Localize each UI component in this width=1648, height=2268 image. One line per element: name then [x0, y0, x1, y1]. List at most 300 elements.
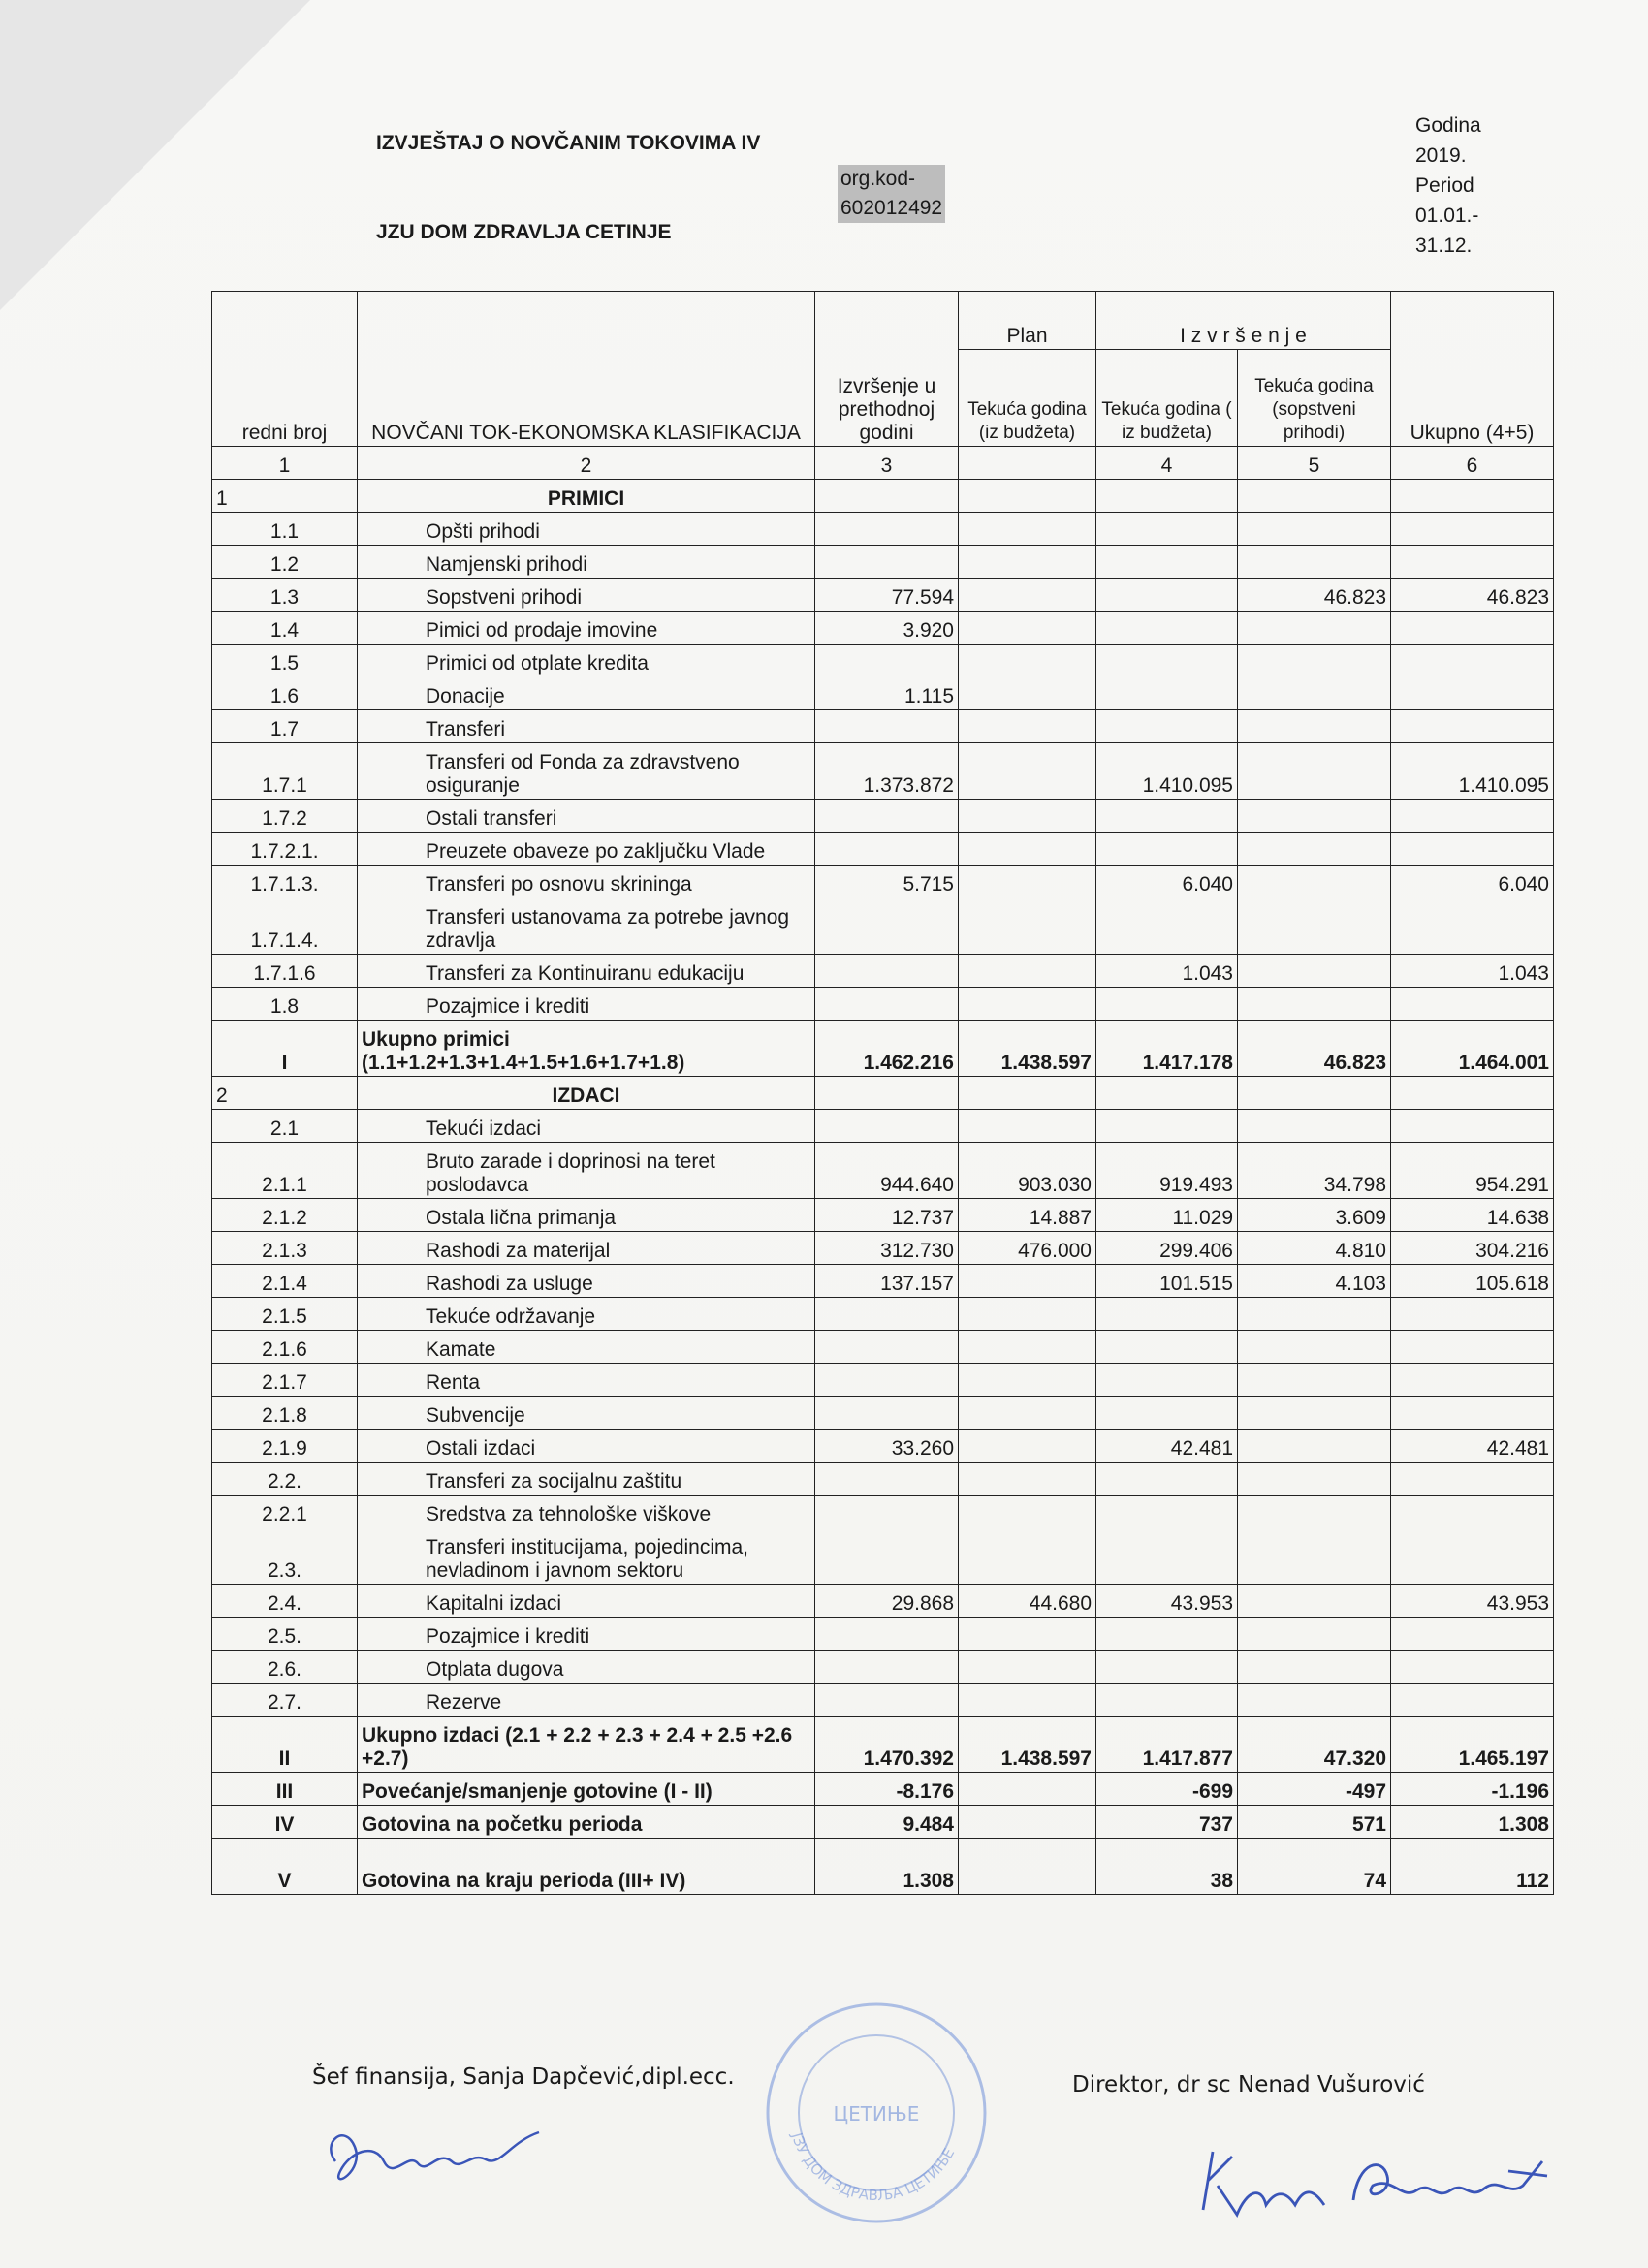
total-value: 46.823: [1391, 579, 1554, 612]
total-value: -1.196: [1391, 1773, 1554, 1806]
execution-own-value: [1238, 645, 1391, 677]
row-number: I: [212, 1021, 358, 1077]
prev-year-value: [815, 513, 959, 546]
execution-own-value: 4.810: [1238, 1232, 1391, 1265]
total-value: 304.216: [1391, 1232, 1554, 1265]
col-header-izvrsenje: I z v r š e n j e: [1096, 292, 1391, 350]
plan-value: [959, 1463, 1096, 1496]
execution-budget-value: [1096, 579, 1238, 612]
row-number: 2.1.4: [212, 1265, 358, 1298]
table-row: [212, 800, 1554, 833]
row-number: IV: [212, 1806, 358, 1839]
finance-signature: [316, 2103, 558, 2210]
empty-cell: [815, 1077, 959, 1110]
table-row: [212, 1585, 1554, 1618]
col-number: 5: [1238, 447, 1391, 480]
execution-own-value: [1238, 833, 1391, 866]
plan-value: [959, 800, 1096, 833]
prev-year-value: [815, 1397, 959, 1430]
col-number: [959, 447, 1096, 480]
row-label: Gotovina na početku perioda: [358, 1806, 815, 1839]
execution-own-value: [1238, 800, 1391, 833]
total-value: [1391, 677, 1554, 710]
table-row: [212, 546, 1554, 579]
total-value: 1.410.095: [1391, 743, 1554, 800]
execution-own-value: 46.823: [1238, 1021, 1391, 1077]
table-row: [212, 1430, 1554, 1463]
section-label: PRIMICI: [358, 480, 815, 513]
plan-value: [959, 612, 1096, 645]
table-row: [212, 513, 1554, 546]
execution-budget-value: 299.406: [1096, 1232, 1238, 1265]
execution-budget-value: [1096, 513, 1238, 546]
prev-year-value: [815, 898, 959, 955]
col-header-prethodna: Izvršenje u prethodnoj godini: [815, 292, 959, 447]
total-value: [1391, 1651, 1554, 1684]
execution-budget-value: 1.410.095: [1096, 743, 1238, 800]
table-row: [212, 1232, 1554, 1265]
table-row: [212, 1110, 1554, 1143]
empty-cell: [1391, 1077, 1554, 1110]
row-number: 1.7: [212, 710, 358, 743]
execution-budget-value: [1096, 710, 1238, 743]
row-number: V: [212, 1839, 358, 1895]
total-value: 954.291: [1391, 1143, 1554, 1199]
prev-year-value: 1.462.216: [815, 1021, 959, 1077]
row-label: Sredstva za tehnološke viškove: [358, 1496, 815, 1528]
execution-budget-value: 11.029: [1096, 1199, 1238, 1232]
row-number: 1.4: [212, 612, 358, 645]
row-label: Renta: [358, 1364, 815, 1397]
report-title: IZVJEŠTAJ O NOVČANIM TOKOVIMA IV: [376, 132, 761, 154]
execution-budget-value: [1096, 1496, 1238, 1528]
row-label: Kapitalni izdaci: [358, 1585, 815, 1618]
execution-own-value: -497: [1238, 1773, 1391, 1806]
prev-year-value: [815, 1496, 959, 1528]
summary-row: [212, 1839, 1554, 1895]
prev-year-value: [815, 1684, 959, 1717]
execution-own-value: 74: [1238, 1839, 1391, 1895]
total-value: 1.043: [1391, 955, 1554, 988]
prev-year-value: [815, 1298, 959, 1331]
prev-year-value: [815, 1331, 959, 1364]
prev-year-value: [815, 988, 959, 1021]
execution-budget-value: 101.515: [1096, 1265, 1238, 1298]
total-value: [1391, 898, 1554, 955]
plan-value: [959, 833, 1096, 866]
row-label: Ukupno izdaci (2.1 + 2.2 + 2.3 + 2.4 + 2.5 +2.6 +2.7): [358, 1717, 815, 1773]
row-label: Pozajmice i krediti: [358, 1618, 815, 1651]
table-row: [212, 645, 1554, 677]
row-label: Transferi od Fonda za zdravstveno osiguranje: [358, 743, 815, 800]
col-header-ukupno: Ukupno (4+5): [1391, 292, 1554, 447]
row-number: 2.1.1: [212, 1143, 358, 1199]
execution-own-value: 47.320: [1238, 1717, 1391, 1773]
table-row: [212, 1143, 1554, 1199]
execution-own-value: [1238, 1618, 1391, 1651]
execution-own-value: 3.609: [1238, 1199, 1391, 1232]
row-number: 2.1.5: [212, 1298, 358, 1331]
total-value: [1391, 1618, 1554, 1651]
row-number: 1.7.1.6: [212, 955, 358, 988]
plan-value: [959, 645, 1096, 677]
plan-value: [959, 1839, 1096, 1895]
execution-own-value: [1238, 513, 1391, 546]
plan-value: [959, 955, 1096, 988]
col-header-klasifikacija: NOVČANI TOK-EKONOMSKA KLASIFIKACIJA: [358, 292, 815, 447]
execution-budget-value: [1096, 546, 1238, 579]
execution-budget-value: [1096, 1684, 1238, 1717]
institution-name: JZU DOM ZDRAVLJA CETINJE: [376, 221, 672, 243]
execution-own-value: [1238, 1528, 1391, 1585]
execution-budget-value: [1096, 833, 1238, 866]
row-number: 1.7.2: [212, 800, 358, 833]
total-value: [1391, 833, 1554, 866]
plan-value: [959, 1430, 1096, 1463]
row-number: 2.1.8: [212, 1397, 358, 1430]
execution-budget-value: 1.417.178: [1096, 1021, 1238, 1077]
col-number: 4: [1096, 447, 1238, 480]
prev-year-value: 5.715: [815, 866, 959, 898]
table-row: [212, 955, 1554, 988]
total-value: [1391, 1496, 1554, 1528]
plan-value: 44.680: [959, 1585, 1096, 1618]
empty-cell: [1238, 480, 1391, 513]
plan-value: [959, 1331, 1096, 1364]
empty-cell: [959, 1077, 1096, 1110]
prev-year-value: 1.470.392: [815, 1717, 959, 1773]
prev-year-value: [815, 955, 959, 988]
col-header-plan: Plan: [959, 292, 1096, 350]
row-number: 2.6.: [212, 1651, 358, 1684]
bleed-through-text: [291, 194, 298, 224]
row-label: Pimici od prodaje imovine: [358, 612, 815, 645]
plan-value: [959, 1684, 1096, 1717]
row-number: 1.2: [212, 546, 358, 579]
year-value: 2019.: [1415, 144, 1467, 167]
row-number: 2.2.: [212, 1463, 358, 1496]
execution-own-value: [1238, 1364, 1391, 1397]
execution-own-value: [1238, 1585, 1391, 1618]
row-label: Rezerve: [358, 1684, 815, 1717]
plan-value: [959, 546, 1096, 579]
execution-own-value: [1238, 1684, 1391, 1717]
execution-own-value: [1238, 1110, 1391, 1143]
row-label: Gotovina na kraju perioda (III+ IV): [358, 1839, 815, 1895]
execution-budget-value: 737: [1096, 1806, 1238, 1839]
prev-year-value: 312.730: [815, 1232, 959, 1265]
org-code-label: org.kod-: [838, 165, 945, 194]
section-row: [212, 480, 1554, 513]
row-number: 2.2.1: [212, 1496, 358, 1528]
total-value: 1.464.001: [1391, 1021, 1554, 1077]
execution-own-value: 4.103: [1238, 1265, 1391, 1298]
row-number: 2.4.: [212, 1585, 358, 1618]
prev-year-value: [815, 710, 959, 743]
table-row: [212, 1397, 1554, 1430]
total-value: [1391, 612, 1554, 645]
prev-year-value: [815, 1110, 959, 1143]
col-header-redni-broj: redni broj: [212, 292, 358, 447]
execution-own-value: [1238, 1430, 1391, 1463]
year-label: Godina: [1415, 114, 1481, 137]
director-signatory: Direktor, dr sc Nenad Vušurović: [1072, 2072, 1425, 2097]
col-number: 1: [212, 447, 358, 480]
total-value: [1391, 1528, 1554, 1585]
table-row: [212, 1528, 1554, 1585]
section-number: 2: [212, 1077, 358, 1110]
execution-budget-value: 1.417.877: [1096, 1717, 1238, 1773]
cash-flow-table: [211, 291, 1554, 1895]
prev-year-value: 1.373.872: [815, 743, 959, 800]
plan-value: [959, 1496, 1096, 1528]
plan-value: [959, 1364, 1096, 1397]
row-label: Ukupno primici (1.1+1.2+1.3+1.4+1.5+1.6+1.7+1.8): [358, 1021, 815, 1077]
row-label: Otplata dugova: [358, 1651, 815, 1684]
plan-value: [959, 1397, 1096, 1430]
row-label: Namjenski prihodi: [358, 546, 815, 579]
execution-own-value: 571: [1238, 1806, 1391, 1839]
plan-value: [959, 710, 1096, 743]
table-row: [212, 677, 1554, 710]
prev-year-value: 944.640: [815, 1143, 959, 1199]
empty-cell: [1391, 480, 1554, 513]
total-row-izdaci: [212, 1717, 1554, 1773]
row-label: Opšti prihodi: [358, 513, 815, 546]
table-row: [212, 1298, 1554, 1331]
total-value: 42.481: [1391, 1430, 1554, 1463]
plan-value: 1.438.597: [959, 1021, 1096, 1077]
execution-budget-value: -699: [1096, 1773, 1238, 1806]
row-number: 1.7.1: [212, 743, 358, 800]
execution-budget-value: [1096, 1528, 1238, 1585]
row-label: Transferi za Kontinuiranu edukaciju: [358, 955, 815, 988]
prev-year-value: [815, 1651, 959, 1684]
total-value: [1391, 513, 1554, 546]
row-number: 1.7.1.4.: [212, 898, 358, 955]
empty-cell: [1096, 1077, 1238, 1110]
prev-year-value: -8.176: [815, 1773, 959, 1806]
table-row: [212, 710, 1554, 743]
execution-own-value: [1238, 743, 1391, 800]
total-value: [1391, 1397, 1554, 1430]
row-number: 1.6: [212, 677, 358, 710]
folded-corner: [0, 0, 310, 310]
org-code-box: [838, 165, 945, 223]
execution-own-value: [1238, 1651, 1391, 1684]
plan-value: [959, 866, 1096, 898]
period-label: Period: [1415, 174, 1474, 197]
prev-year-value: [815, 833, 959, 866]
execution-budget-value: [1096, 988, 1238, 1021]
total-value: [1391, 1298, 1554, 1331]
total-value: 1.308: [1391, 1806, 1554, 1839]
execution-budget-value: [1096, 1397, 1238, 1430]
empty-cell: [1238, 1077, 1391, 1110]
execution-own-value: [1238, 866, 1391, 898]
row-label: Kamate: [358, 1331, 815, 1364]
total-value: 112: [1391, 1839, 1554, 1895]
total-value: 105.618: [1391, 1265, 1554, 1298]
execution-own-value: [1238, 898, 1391, 955]
plan-value: [959, 743, 1096, 800]
execution-own-value: [1238, 1298, 1391, 1331]
prev-year-value: 77.594: [815, 579, 959, 612]
empty-cell: [1096, 480, 1238, 513]
prev-year-value: 33.260: [815, 1430, 959, 1463]
total-value: [1391, 1463, 1554, 1496]
execution-budget-value: [1096, 1364, 1238, 1397]
prev-year-value: [815, 1618, 959, 1651]
row-label: Primici od otplate kredita: [358, 645, 815, 677]
prev-year-value: 29.868: [815, 1585, 959, 1618]
total-value: 6.040: [1391, 866, 1554, 898]
row-number: 2.1: [212, 1110, 358, 1143]
total-value: [1391, 988, 1554, 1021]
plan-value: [959, 513, 1096, 546]
execution-budget-value: [1096, 898, 1238, 955]
row-label: Transferi: [358, 710, 815, 743]
row-label: Sopstveni prihodi: [358, 579, 815, 612]
section-row: [212, 1077, 1554, 1110]
section-number: 1: [212, 480, 358, 513]
execution-own-value: [1238, 677, 1391, 710]
col-number: 6: [1391, 447, 1554, 480]
col-header-plan-tekuca: Tekuća godina (iz budžeta): [959, 350, 1096, 447]
table-row: [212, 579, 1554, 612]
table-row: [212, 866, 1554, 898]
total-value: 43.953: [1391, 1585, 1554, 1618]
table-row: [212, 988, 1554, 1021]
row-number: 2.5.: [212, 1618, 358, 1651]
table-row: [212, 1331, 1554, 1364]
execution-budget-value: 919.493: [1096, 1143, 1238, 1199]
row-number: 2.3.: [212, 1528, 358, 1585]
section-label: IZDACI: [358, 1077, 815, 1110]
period-to: 31.12.: [1415, 235, 1473, 257]
prev-year-value: 9.484: [815, 1806, 959, 1839]
execution-budget-value: [1096, 1651, 1238, 1684]
plan-value: [959, 1618, 1096, 1651]
execution-own-value: 46.823: [1238, 579, 1391, 612]
execution-budget-value: [1096, 800, 1238, 833]
row-number: II: [212, 1717, 358, 1773]
total-value: 1.465.197: [1391, 1717, 1554, 1773]
prev-year-value: 3.920: [815, 612, 959, 645]
stamp-ring-text: [788, 2130, 959, 2205]
total-value: [1391, 1364, 1554, 1397]
execution-own-value: [1238, 1496, 1391, 1528]
row-number: 1.5: [212, 645, 358, 677]
execution-budget-value: [1096, 1618, 1238, 1651]
table-row: [212, 1651, 1554, 1684]
row-number: 2.1.2: [212, 1199, 358, 1232]
table-row: [212, 1364, 1554, 1397]
prev-year-value: 12.737: [815, 1199, 959, 1232]
stamp-city: ЦЕТИЊЕ: [833, 2102, 920, 2126]
prev-year-value: [815, 1364, 959, 1397]
row-number: 1.7.1.3.: [212, 866, 358, 898]
row-label: Subvencije: [358, 1397, 815, 1430]
row-label: Preuzete obaveze po zaključku Vlade: [358, 833, 815, 866]
plan-value: [959, 898, 1096, 955]
row-number: 2.7.: [212, 1684, 358, 1717]
table-row: [212, 1496, 1554, 1528]
total-value: [1391, 800, 1554, 833]
plan-value: [959, 579, 1096, 612]
plan-value: [959, 988, 1096, 1021]
execution-own-value: [1238, 612, 1391, 645]
col-header-izv-sopstveni: Tekuća godina (sopstveni prihodi): [1238, 350, 1391, 447]
row-label: Transferi po osnovu skrininga: [358, 866, 815, 898]
total-value: [1391, 1684, 1554, 1717]
row-label: Ostali izdaci: [358, 1430, 815, 1463]
prev-year-value: [815, 1463, 959, 1496]
execution-own-value: [1238, 988, 1391, 1021]
execution-budget-value: [1096, 645, 1238, 677]
row-label: Tekuće održavanje: [358, 1298, 815, 1331]
prev-year-value: [815, 1528, 959, 1585]
execution-budget-value: 6.040: [1096, 866, 1238, 898]
empty-cell: [815, 480, 959, 513]
plan-value: [959, 1651, 1096, 1684]
execution-budget-value: [1096, 1298, 1238, 1331]
table-row: [212, 743, 1554, 800]
execution-budget-value: [1096, 1463, 1238, 1496]
row-label: Ostala lična primanja: [358, 1199, 815, 1232]
plan-value: [959, 1528, 1096, 1585]
row-label: Tekući izdaci: [358, 1110, 815, 1143]
prev-year-value: [815, 546, 959, 579]
total-value: [1391, 710, 1554, 743]
prev-year-value: [815, 645, 959, 677]
row-label: Transferi institucijama, pojedincima, nevladinom i javnom sektoru: [358, 1528, 815, 1585]
table-row: [212, 1618, 1554, 1651]
execution-budget-value: [1096, 1110, 1238, 1143]
execution-own-value: [1238, 1397, 1391, 1430]
col-number: 3: [815, 447, 959, 480]
execution-own-value: [1238, 546, 1391, 579]
execution-own-value: [1238, 1463, 1391, 1496]
prev-year-value: 137.157: [815, 1265, 959, 1298]
execution-own-value: 34.798: [1238, 1143, 1391, 1199]
total-row-primici: [212, 1021, 1554, 1077]
execution-budget-value: 42.481: [1096, 1430, 1238, 1463]
director-signature: [1188, 2132, 1557, 2239]
finance-signatory: Šef finansija, Sanja Dapčević,dipl.ecc.: [312, 2064, 735, 2090]
row-number: 2.1.9: [212, 1430, 358, 1463]
plan-value: [959, 1110, 1096, 1143]
org-code-value: 602012492: [838, 194, 945, 223]
plan-value: 903.030: [959, 1143, 1096, 1199]
execution-own-value: [1238, 955, 1391, 988]
row-number: III: [212, 1773, 358, 1806]
row-number: 1.7.2.1.: [212, 833, 358, 866]
total-value: [1391, 1331, 1554, 1364]
period-box: [1415, 110, 1532, 261]
row-number: 2.1.6: [212, 1331, 358, 1364]
total-value: [1391, 1110, 1554, 1143]
execution-budget-value: 43.953: [1096, 1585, 1238, 1618]
period-from: 01.01.-: [1415, 205, 1479, 227]
plan-value: 476.000: [959, 1232, 1096, 1265]
plan-value: [959, 677, 1096, 710]
table-row: [212, 833, 1554, 866]
row-number: 1.1: [212, 513, 358, 546]
row-label: Ostali transferi: [358, 800, 815, 833]
table-row: [212, 1265, 1554, 1298]
col-header-izv-budzet: Tekuća godina ( iz budžeta): [1096, 350, 1238, 447]
